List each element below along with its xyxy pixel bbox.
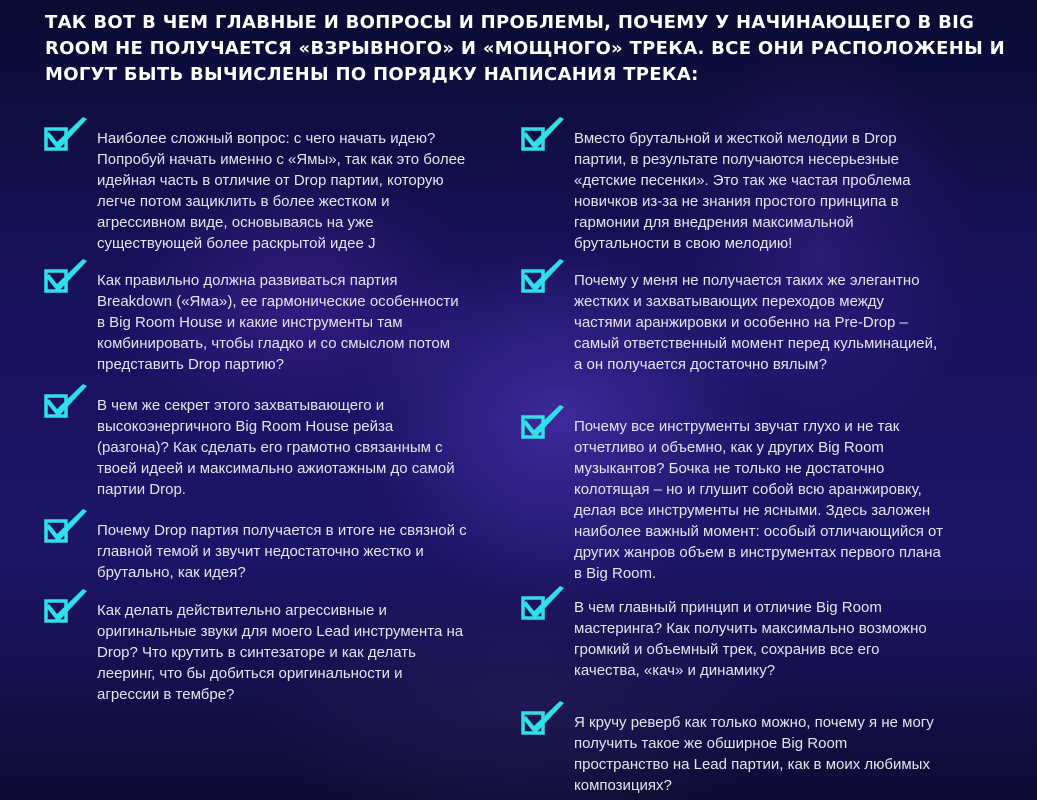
checkmark-icon: [43, 506, 89, 546]
checkmark-icon: [520, 114, 566, 154]
item-text: Я кручу реверб как только можно, почему я не могу получить такое же обширное Big Room пространство на Lead партии, как в моих любимых композициях?: [574, 714, 934, 794]
list-item: [574, 712, 944, 796]
item-text: Почему Drop партия получается в итоге не связной с главной темой и звучит недостаточно жестко и брутально, как идея?: [97, 522, 467, 581]
list-item: [97, 600, 467, 705]
item-text: Как правильно должна развиваться партия Breakdown («Яма»), ее гармонические особенности в Big Room House и какие инструменты там комбинировать, чтобы гладко и со смыслом потом представить Drop партию?: [97, 272, 459, 373]
item-text: Почему все инструменты звучат глухо и не так отчетливо и объемно, как у других Big Room музыкантов? Бочка не только не достаточно колотящая – но и глушит собой всю аранжировку, делая все инструменты не ясными. Здесь заложен наиболее важный момент: особый отличающийся от других жанров объем в инструментах первого плана в Big Room.: [574, 418, 943, 582]
checkmark-icon: [43, 256, 89, 296]
list-item: [574, 128, 944, 254]
item-text: Наиболее сложный вопрос: с чего начать идею? Попробуй начать именно с «Ямы», так как это более идейная часть в отличие от Drop партии, которую легче потом зациклить в более жестком и агрессивном виде, основываясь на уже существующей более раскрытой идее J: [97, 130, 466, 252]
page-heading: ТАК ВОТ В ЧЕМ ГЛАВНЫЕ И ВОПРОСЫ И ПРОБЛЕМЫ, ПОЧЕМУ У НАЧИНАЮЩЕГО В BIG ROOM НЕ ПОЛУЧАЕТСЯ «ВЗРЫВНОГО» И «МОЩНОГО» ТРЕКА. ВСЕ ОНИ РАСПОЛОЖЕНЫ И МОГУТ БЫТЬ ВЫЧИСЛЕНЫ ПО ПОРЯДКУ НАПИСАНИЯ ТРЕКА:: [45, 12, 1005, 85]
checkmark-icon: [43, 586, 89, 626]
item-text: В чем главный принцип и отличие Big Room мастеринга? Как получить максимально возможно громкий и объемный трек, сохранив все его качества, «кач» и динамику?: [574, 599, 927, 679]
list-item: [574, 416, 944, 584]
list-item: [97, 520, 467, 583]
list-item: [574, 597, 944, 681]
checkmark-icon: [43, 114, 89, 154]
item-text: В чем же секрет этого захватывающего и высокоэнергичного Big Room House рейза (разгона)? Как сделать его грамотно связанным с твоей идеей и максимально ажиотажным до самой партии Drop.: [97, 397, 455, 498]
item-text: Почему у меня не получается таких же элегантно жестких и захватывающих переходов между частями аранжировки и особенно на Pre-Drop – самый ответственный момент перед кульминацией, а он получается достаточно вялым?: [574, 272, 938, 373]
list-item: [97, 128, 467, 254]
item-text: Как делать действительно агрессивные и оригинальные звуки для моего Lead инструмента на Drop? Что крутить в синтезаторе и как делать лееринг, что бы добиться оригинальности и агрессии в тембре?: [97, 602, 464, 703]
checkmark-icon: [520, 583, 566, 623]
list-item: [97, 395, 467, 500]
list-item: [97, 270, 467, 375]
item-text: Вместо брутальной и жесткой мелодии в Drop партии, в результате получаются несерьезные «детские песенки». Это так же частая проблема новичков из-за не знания простого принципа в гармонии для внедрения максимальной брутальности в свою мелодию!: [574, 130, 911, 252]
checkmark-icon: [520, 402, 566, 442]
checkmark-icon: [43, 381, 89, 421]
checkmark-icon: [520, 256, 566, 296]
checkmark-icon: [520, 698, 566, 738]
list-item: [574, 270, 944, 375]
